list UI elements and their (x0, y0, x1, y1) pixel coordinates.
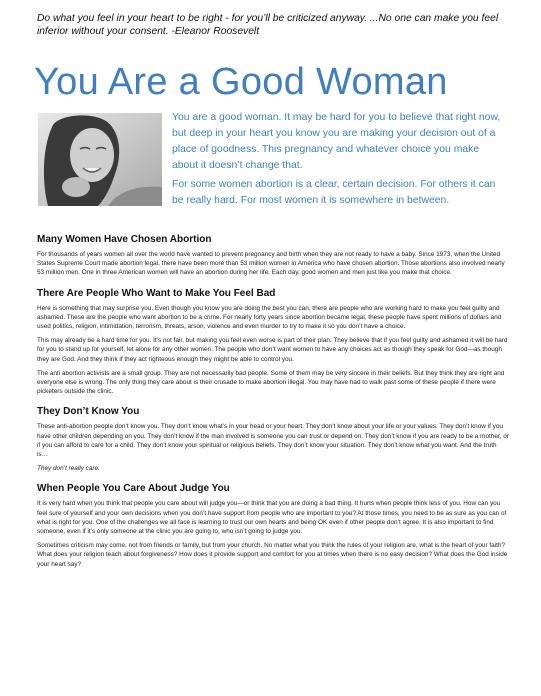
section-dont-know-you (37, 405, 509, 473)
woman-photo (38, 113, 162, 206)
page-title: You Are a Good Woman (34, 61, 448, 103)
section-paragraph: Sometimes criticism may come, not from friends or family, but from your church. No matter what you think the rules of your religion are, what is the heart of your faith? What does your religion teach about forgiveness? How does it provide support and comfort for you at times when there is no easy decision? What does the God inside your heart say? (37, 542, 508, 568)
intro-paragraph-1: You are a good woman. It may be hard for you to believe that right now, but deep in your heart you know you are making your decision out of a place of goodness. This pregnancy and whatever choice you make about it doesn’t change that. (172, 112, 501, 171)
emphasis-line: They don’t really care. (37, 465, 100, 473)
section-paragraph: Here is something that may surprise you. Even though you know you are doing the best you can, there are people who are working hard to make you feel guilty and ashamed. These are the people who want abortion to be a crime. For nearly forty years since abortion became legal, these people have spent millions of dollars and used politics, religion, intimidation, terrorism, threats, arson, violence and even murder to try to make it so you don’t have a choice. (37, 304, 502, 331)
woman-portrait-image (38, 113, 162, 206)
section-paragraph: This may already be a hard time for you. It’s not fair, but making you feel even worse is part of their plan. They believe that if you feel guilty and ashamed it will be hard for you to stand up for yourself, let alone for any other women. The people who don’t want women to have any choices act as though they speak for God—as though they are God. And they think if they act righteous enough they might be able to control you. (37, 337, 508, 363)
section-heading: There Are People Who Want to Make You Feel Bad (37, 287, 276, 299)
section-paragraph: The anti abortion activists are a small group. They are not necessarily bad people. Some of them may be very sincere in their beliefs. But they think they are right and everyone else is wrong. The only thing they care about is their crusade to make abortion illegal. You may have had to walk past some of these people if there were picketers outside the clinic. (37, 369, 505, 396)
section-heading: When People You Care About Judge You (37, 483, 230, 495)
section-people-feel-bad (37, 287, 509, 397)
section-paragraph: For thousands of years women all over the world have wanted to prevent pregnancy and birth when they are not ready to have a baby. Since 1973, when the United States Supreme Court made abortion legal, there have been more than 53 million women in America who have chosen abortion. Those abortions also involved nearly 53 million men. One in three American women will have an abortion during her life. Each day, good women and men just like you make that choice. (37, 251, 505, 277)
section-people-judge (37, 482, 509, 568)
intro-block (172, 110, 507, 212)
section-paragraph: It is very hard when you think that people you care about will judge you—or think that you are doing a bad thing. It hurts when people think less of you. How can you feel sure of yourself and your own decisions when you don’t have support from people who are important to you? At those times, you need to be as sure as you can of what is right for you. One of the challenges we all face is learning to trust our own hearts and being OK even if other people don’t agree. It is also important to find someone, even if it’s only someone at the clinic you are going to, who isn’t going to judge you. (37, 500, 507, 536)
intro-paragraph-2: For some women abortion is a clear, certain decision. For others it can be really hard. For most women it is somewhere in between. (172, 179, 496, 206)
epigraph-quote: Do what you feel in your heart to be right - for you’ll be criticized anyway. ...No one can make you feel inferior without your consent. -Eleanor Roosevelt (37, 13, 499, 37)
section-paragraph: These anti-abortion people don’t know you. They don’t know what’s in your head or your heart. They don’t know about your life or your values. They don’t know if you have other children depending on you. They don’t know if the man involved is someone you can trust or depend on. They don’t know if you are ready to be a mother, or if you can afford to care for a child. They don’t know your spiritual or religious beliefs. They don’t know your situation. They don’t know what you want. And the truth is… (37, 423, 509, 459)
section-heading: They Don’t Know You (37, 406, 140, 418)
section-many-women (37, 233, 509, 278)
article-body (37, 233, 509, 578)
section-heading: Many Women Have Chosen Abortion (37, 234, 212, 245)
